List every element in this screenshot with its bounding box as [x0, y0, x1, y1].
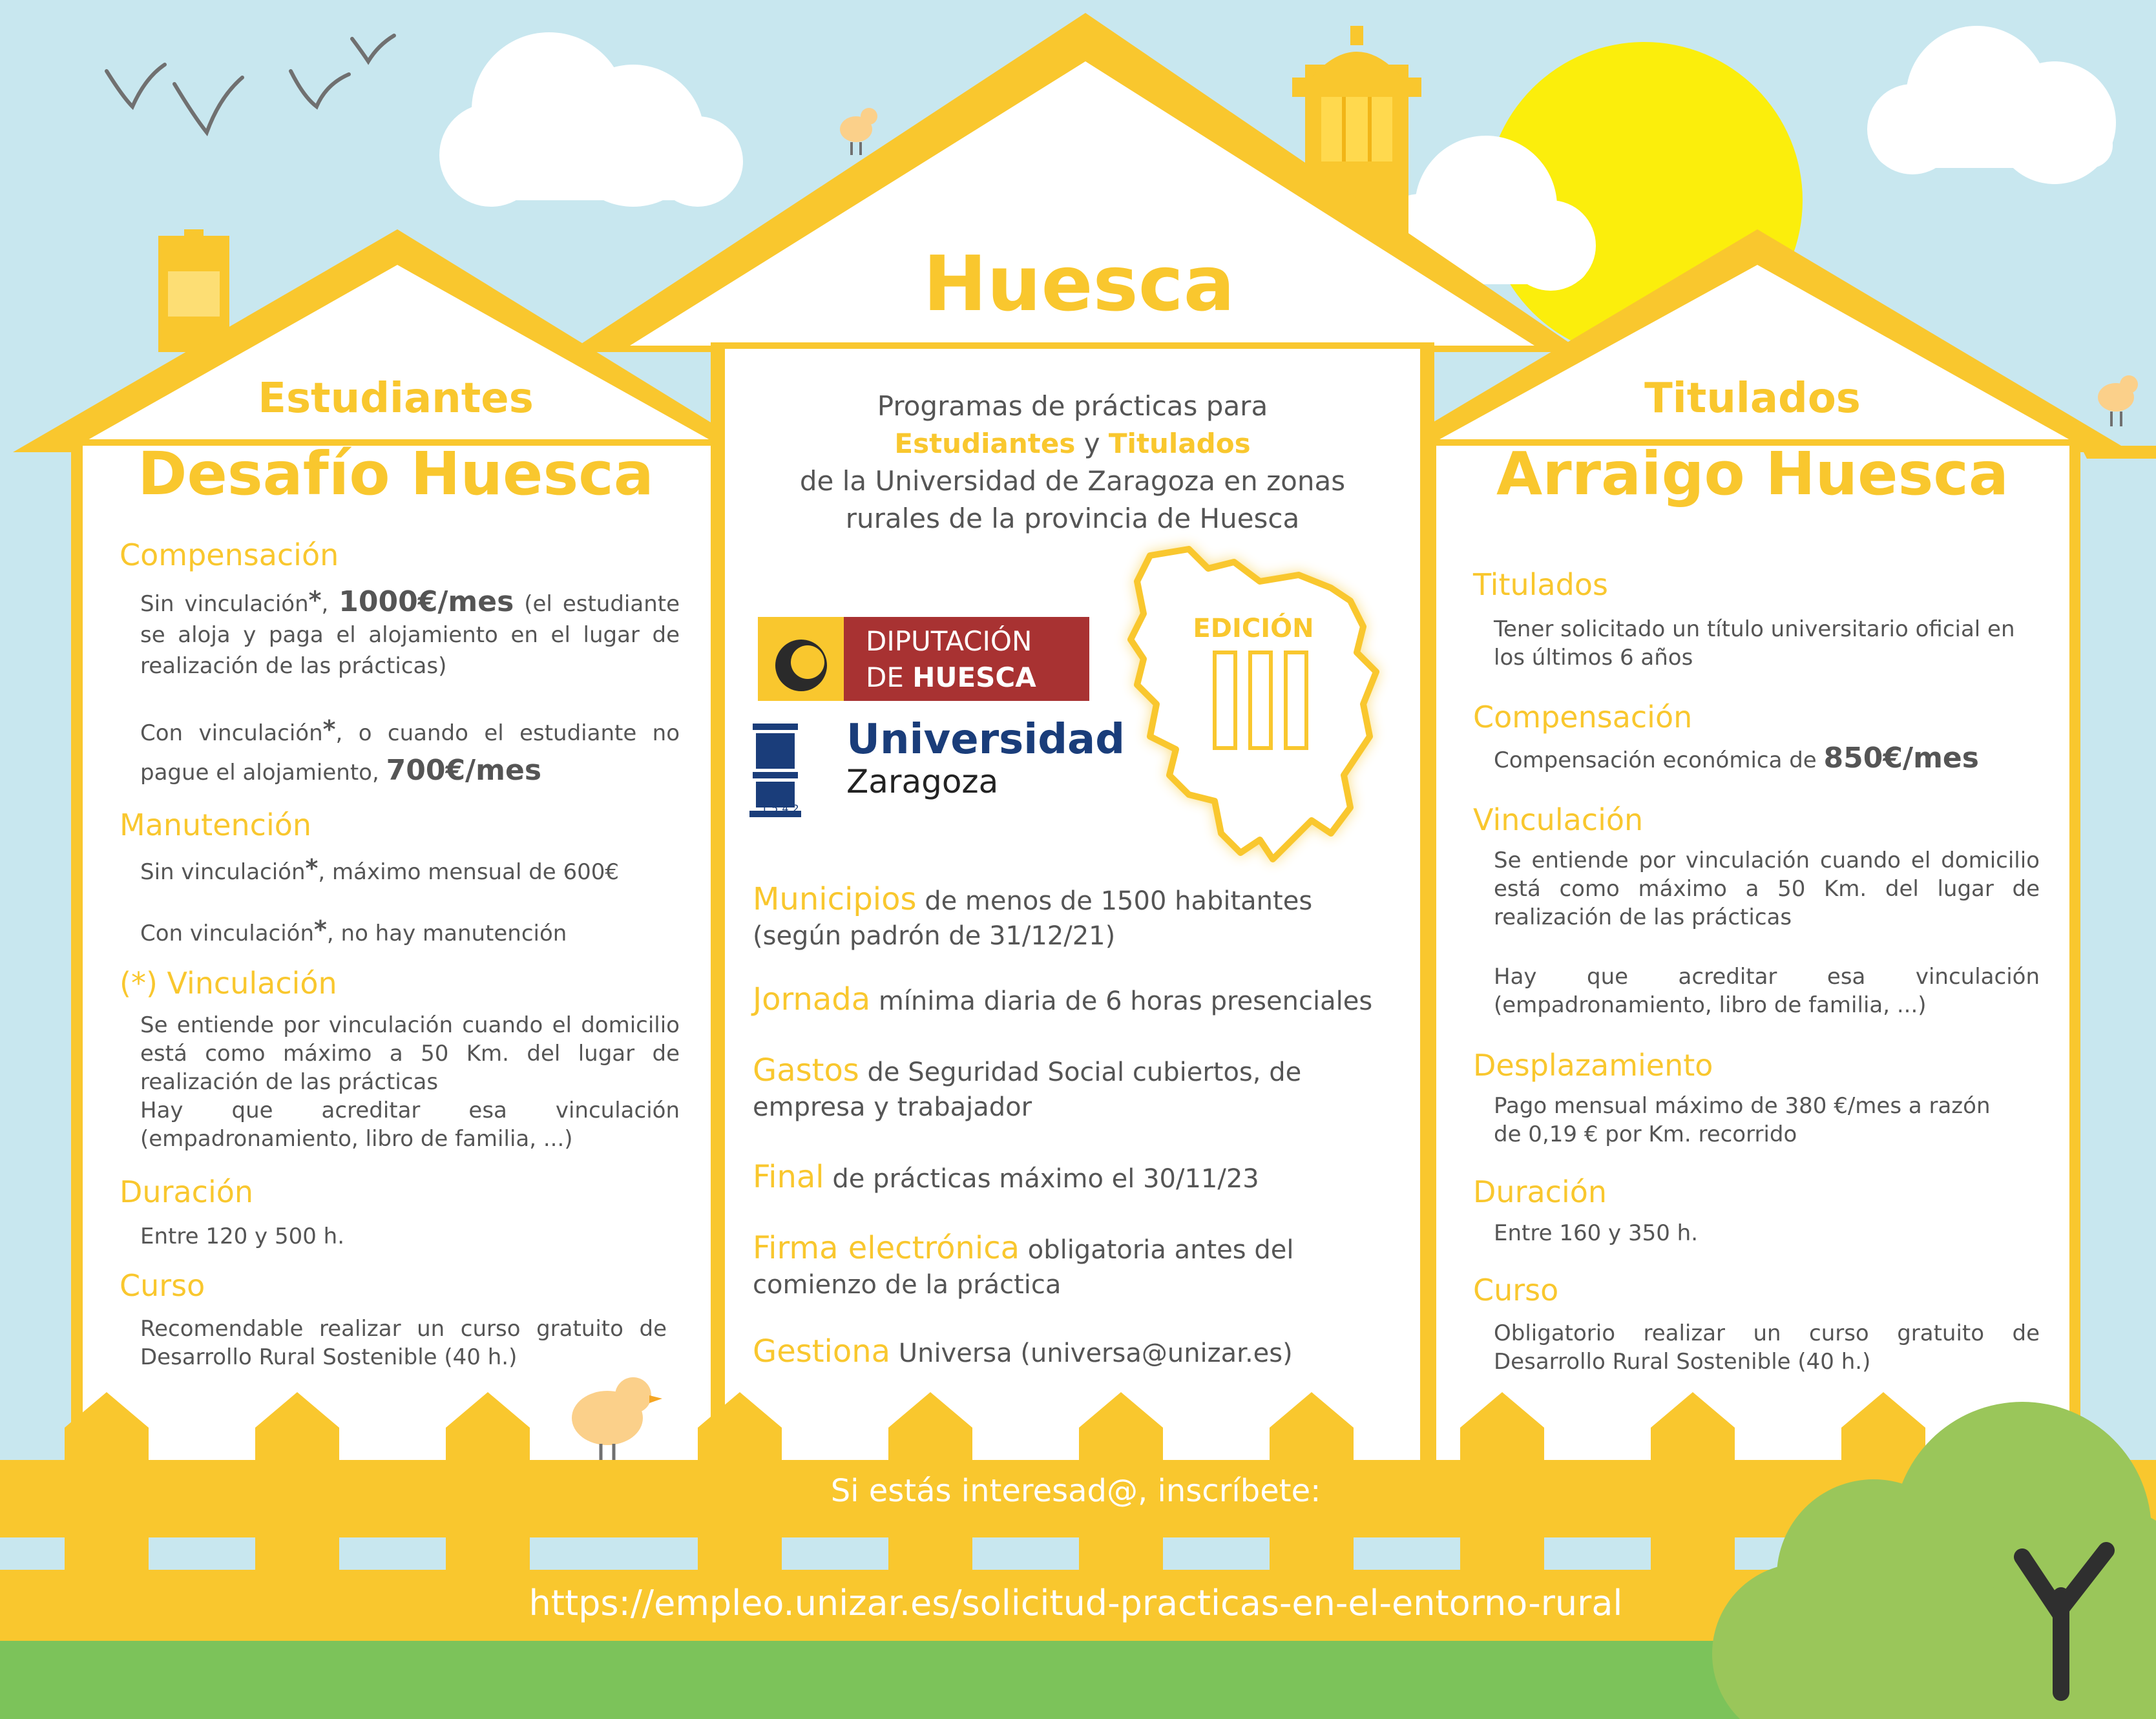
text: Sin vinculación [140, 859, 306, 885]
center-item-jornada [753, 982, 1412, 1019]
intro-line-1: Programas de prácticas para [877, 390, 1268, 422]
item-text-2: empresa y trabajador [753, 1092, 1032, 1122]
right-title: Arraigo Huesca [1496, 439, 2009, 508]
text: Sin vinculación [140, 591, 309, 617]
right-vinculacion-text-1: Se entiende por vinculación cuando el domicilio está como máximo a 50 Km. del lugar de realización de las prácticas [1494, 848, 2040, 930]
left-compensacion-heading: Compensación [120, 537, 339, 572]
right-vinculacion-heading: Vinculación [1473, 802, 1644, 837]
left-compensacion-text-2 [140, 711, 680, 791]
diputacion-de: DE [866, 662, 913, 693]
text: , o cuando el estudiante no pague el alojamiento, [140, 720, 680, 786]
text: Con vinculación [140, 921, 315, 946]
intro-y: y [1075, 428, 1109, 459]
text: , no hay manutención [326, 921, 567, 946]
right-curso-text: Obligatorio realizar un curso gratuito de Desarrollo Rural Sostenible (40 h.) [1494, 1320, 2040, 1375]
asterisk: * [308, 586, 322, 614]
right-duracion-heading: Duración [1473, 1174, 1607, 1209]
registration-link[interactable]: https://empleo.unizar.es/solicitud-practicas-en-el-entorno-rural [529, 1583, 1623, 1623]
item-text-2: comienzo de la práctica [753, 1270, 1062, 1300]
center-item-firma [753, 1231, 1412, 1302]
item-key: Firma electrónica [753, 1230, 1020, 1266]
left-title: Desafío Huesca [138, 439, 654, 508]
diputacion-logo-text [866, 623, 1036, 696]
item-text: de menos de 1500 habitantes [916, 886, 1313, 916]
asterisk: * [322, 715, 336, 744]
right-titulados-text: Tener solicitado un título universitario oficial en los últimos 6 años [1494, 616, 2015, 671]
item-key: Gastos [753, 1052, 859, 1089]
diputacion-line-2 [866, 660, 1036, 696]
intro-titulados: Titulados [1108, 428, 1251, 459]
left-compensacion-text-1 [140, 585, 680, 682]
text: , [321, 591, 339, 617]
right-vinculacion-text-2: Hay que acreditar esa vinculación (empadronamiento, libro de familia, ...) [1494, 964, 2040, 1018]
intro-estudiantes: Estudiantes [894, 428, 1076, 459]
center-item-municipios [753, 882, 1412, 953]
item-key: Final [753, 1159, 824, 1195]
amount-850: 850€/mes [1823, 742, 1979, 775]
asterisk: * [305, 854, 319, 882]
intro-line-3: de la Universidad de Zaragoza en zonas [799, 465, 1346, 497]
universidad-logo-text [846, 717, 1125, 801]
left-duracion-heading: Duración [120, 1174, 254, 1209]
right-desplazamiento-text: Pago mensual máximo de 380 €/mes a razón de 0,19 € por Km. recorrido [1494, 1093, 1991, 1147]
center-item-gestiona [753, 1334, 1412, 1371]
text: Con vinculación [140, 720, 323, 746]
universidad-line-1: Universidad [846, 716, 1125, 764]
item-text: de prácticas máximo el 30/11/23 [824, 1164, 1259, 1194]
item-text-2: (según padrón de 31/12/21) [753, 921, 1116, 951]
intro-text [737, 388, 1408, 537]
left-curso-text: Recomendable realizar un curso gratuito de Desarrollo Rural Sostenible (40 h.) [140, 1316, 667, 1370]
edicion-label: EDICIÓN [1193, 614, 1314, 643]
amount-700: 700€/mes [386, 754, 542, 787]
item-text: mínima diaria de 6 horas presenciales [870, 986, 1373, 1016]
left-duracion-text: Entre 120 y 500 h. [140, 1224, 345, 1249]
intro-line-2 [737, 425, 1408, 463]
universidad-year: 1542 [761, 802, 803, 815]
right-duracion-text: Entre 160 y 350 h. [1494, 1220, 1699, 1246]
item-text: de Seguridad Social cubiertos, de [859, 1057, 1302, 1087]
diputacion-line-1: DIPUTACIÓN [866, 625, 1032, 657]
left-curso-heading: Curso [120, 1268, 205, 1303]
item-text: obligatoria antes del [1020, 1235, 1294, 1265]
left-manutencion-text-1 [140, 853, 680, 888]
left-vinculacion-text-2: Hay que acreditar esa vinculación (empadronamiento, libro de familia, ...) [140, 1098, 680, 1152]
right-subtitle: Titulados [1644, 375, 1861, 422]
center-item-final [753, 1160, 1412, 1196]
cta-text: Si estás interesad@, inscríbete: [830, 1473, 1321, 1509]
intro-line-4: rurales de la provincia de Huesca [845, 503, 1300, 534]
right-compensacion-heading: Compensación [1473, 700, 1693, 734]
page-title: Huesca [923, 239, 1235, 328]
left-vinculacion-text-1: Se entiende por vinculación cuando el domicilio está como máximo a 50 Km. del lugar de realización de las prácticas [140, 1012, 680, 1095]
text: (el estudiante se aloja y paga el alojamiento en el lugar de realización de las prácticas) [140, 591, 680, 679]
left-manutencion-text-2 [140, 914, 680, 949]
left-vinculacion-heading: (*) Vinculación [120, 966, 337, 1001]
amount-1000: 1000€/mes [339, 585, 514, 618]
item-key: Gestiona [753, 1333, 891, 1370]
left-subtitle: Estudiantes [258, 375, 534, 422]
asterisk: * [314, 915, 327, 944]
text: , máximo mensual de 600€ [318, 859, 620, 885]
text: Compensación económica de [1494, 747, 1824, 773]
diputacion-huesca: HUESCA [912, 662, 1036, 693]
right-titulados-heading: Titulados [1473, 567, 1608, 602]
item-text: Universa (universa@unizar.es) [890, 1339, 1293, 1368]
right-desplazamiento-heading: Desplazamiento [1473, 1048, 1713, 1083]
item-key: Municipios [753, 881, 917, 917]
center-item-gastos [753, 1053, 1412, 1125]
item-key: Jornada [753, 981, 871, 1017]
universidad-line-2: Zaragoza [846, 763, 999, 800]
left-manutencion-heading: Manutención [120, 807, 312, 842]
right-compensacion-text [1494, 743, 2062, 776]
right-curso-heading: Curso [1473, 1273, 1559, 1307]
